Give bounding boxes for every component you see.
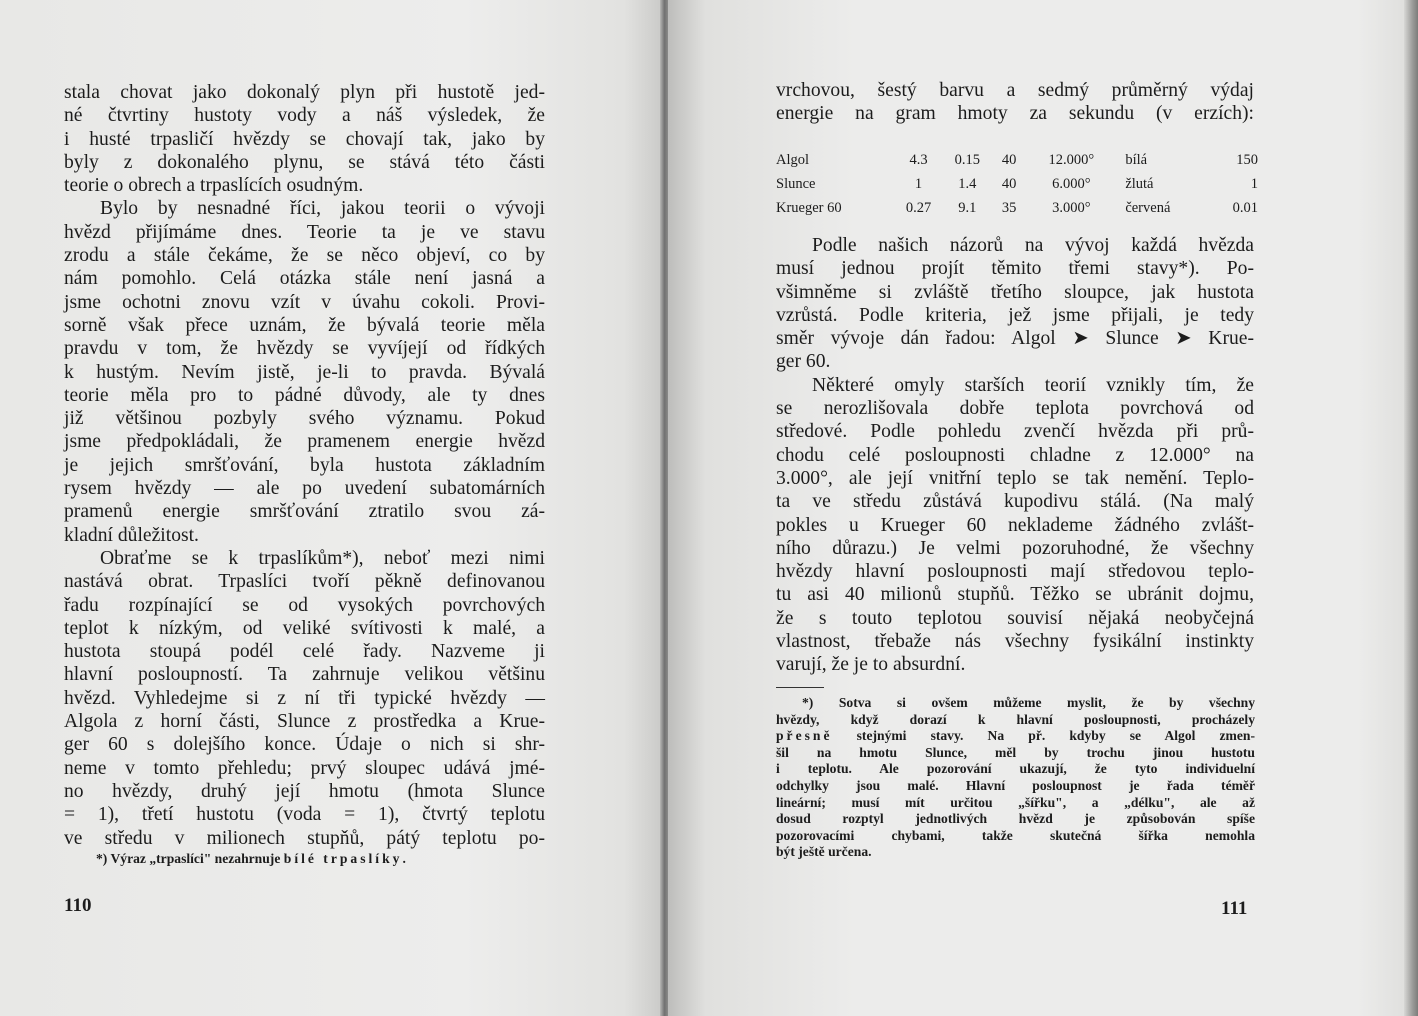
table-cell: Algol bbox=[776, 151, 810, 168]
table-cell: 1 bbox=[914, 175, 923, 192]
text-line: teorie měla pro to pádné důvody, ale ty dnes bbox=[64, 384, 545, 406]
footnote-line: *) Sotva si ovšem můžeme myslit, že by všechny bbox=[802, 695, 1255, 710]
star-table bbox=[776, 148, 1258, 220]
footnote-line: lineární; musí mít určitou „šířku", a „délku", ale až bbox=[776, 794, 1255, 810]
page-number-right: 111 bbox=[1221, 898, 1248, 919]
footnote-line: pozorovacími chybami, takže skutečná šířka nemohla bbox=[776, 827, 1255, 843]
footnote-line: dosud rozptyl jednotlivých hvězd je způsobován spíše bbox=[776, 811, 1255, 827]
footnote-text: *) Výraz „trpaslíci" nezahrnuje bbox=[96, 851, 284, 866]
text-line: jsme ochotni znovu vzít v úvahu cokoli. Provi- bbox=[64, 291, 545, 313]
table-cell: Slunce bbox=[776, 175, 816, 192]
text-line: se nerozlišovala dobře teplota povrchová od bbox=[776, 398, 1254, 420]
text-line: tu asi 40 milionů stupňů. Těžko se ubránit dojmu, bbox=[776, 584, 1254, 606]
text-line: pramenů energie smršťování ztratilo svou zá- bbox=[64, 501, 545, 523]
text-line: ger 60 s dolejšího konce. Údaje o nich si shr- bbox=[64, 734, 545, 756]
left-body-text bbox=[64, 81, 545, 850]
table-row bbox=[776, 196, 1258, 220]
table-cell: červená bbox=[1125, 199, 1171, 216]
table-cell: žlutá bbox=[1125, 175, 1154, 192]
table-cell: 40 bbox=[1001, 175, 1017, 192]
text-line: 3.000°, ale její vnitřní teplo se tak nemění. Teplo- bbox=[776, 467, 1254, 489]
footnote-rule bbox=[776, 687, 824, 688]
footnote-line bbox=[776, 728, 1255, 745]
text-line: chodu celé posloupnosti chladne z 12.000° na bbox=[776, 444, 1254, 466]
text-line: hustota stoupá podél celé řady. Nazveme ji bbox=[64, 641, 545, 663]
text-line: vlastnost, třebaže nás všechny fysikální instinkty bbox=[776, 631, 1254, 653]
page-edge bbox=[1404, 0, 1418, 1016]
text-line: neme v tomto přehledu; prvý sloupec udává jmé- bbox=[64, 757, 545, 779]
table-cell: 0.27 bbox=[905, 199, 932, 216]
footnote-spaced-text: bílé trpaslíky bbox=[283, 851, 403, 866]
text-line: vzrůstá. Podle kriteria, jež jsme přijali, je tedy bbox=[776, 304, 1254, 326]
table-cell: 4.3 bbox=[909, 151, 928, 168]
text-line: byly z dokonalého plynu, se stává této části bbox=[64, 151, 545, 173]
text-line: nastává obrat. Trpaslíci tvoří pěkně definovanou bbox=[64, 571, 545, 593]
right-body-text bbox=[776, 234, 1254, 677]
text-line: kladní důležitost. bbox=[64, 524, 199, 546]
text-line: teplot k nízkým, od veliké svítivosti k malé, a bbox=[64, 617, 545, 639]
table-cell: 0.01 bbox=[1232, 199, 1258, 216]
text-line: Bylo by nesnadné říci, jakou teorii o vývoji bbox=[100, 198, 545, 220]
text-line: musí jednou projít těmito třemi stavy*). Po- bbox=[776, 258, 1254, 280]
text-line: vrchovou, šestý barvu a sedmý průměrný výdaj bbox=[776, 80, 1254, 101]
text-line: hvězd. Vyhledejme si z ní tři typické hvězdy — bbox=[64, 687, 545, 709]
text-line: je jejich smršťování, byla hustota základním bbox=[64, 454, 545, 476]
footnote-line: hvězdy, když dorazí k hlavní posloupnosti, procházely bbox=[776, 711, 1255, 727]
text-line: né čtvrtiny hustoty vody a náš výsledek, že bbox=[64, 105, 545, 127]
table-cell: 0.15 bbox=[954, 151, 980, 168]
table-cell: 12.000° bbox=[1048, 151, 1095, 168]
text-line: teorie o obrech a trpaslících osudným. bbox=[64, 175, 364, 197]
text-line: hlavní posloupností. Ta zahrnuje velikou většinu bbox=[64, 664, 545, 686]
text-line: sorně však přece uznám, že bývalá teorie měla bbox=[64, 314, 545, 336]
text-line: Algola z horní části, Slunce z prostředka a Krue- bbox=[64, 711, 545, 733]
text-line: energie na gram hmoty za sekundu (v erzích): bbox=[776, 103, 1254, 125]
footnote-line: i teplotu. Ale pozorování ukazují, že tyto individuelní bbox=[776, 761, 1255, 777]
text-line: Podle našich názorů na vývoj každá hvězda bbox=[812, 235, 1254, 256]
text-line: jsme předpokládali, že pramenem energie hvězd bbox=[64, 431, 545, 453]
table-cell: 1 bbox=[1250, 175, 1258, 192]
table-cell: 40 bbox=[1001, 151, 1017, 168]
footnote-line: být ještě určena. bbox=[776, 844, 872, 860]
text-line: Obraťme se k trpaslíkům*), neboť mezi nimi bbox=[100, 547, 545, 569]
table-cell: 3.000° bbox=[1052, 199, 1091, 216]
left-page bbox=[0, 0, 664, 1016]
text-line: ger 60. bbox=[776, 351, 831, 373]
text-line: i husté trpasličí hvězdy se chovají tak, jako by bbox=[64, 128, 545, 150]
text-line: k hustým. Nevím jistě, je-li to pravda. Bývalá bbox=[64, 361, 545, 383]
table-cell: 35 bbox=[1001, 199, 1017, 216]
text-line: = 1), třetí hustotu (voda = 1), čtvrtý teplotu bbox=[64, 804, 545, 826]
text-line: zrodu a stále čekáme, že se něco objeví, co by bbox=[64, 245, 545, 267]
table-row bbox=[776, 172, 1258, 196]
text-line: ta ve středu zůstává kupodivu stálá. (Na malý bbox=[776, 491, 1254, 513]
text-line: nám pomohlo. Celá otázka stále není jasná a bbox=[64, 268, 545, 290]
table-cell: Krueger 60 bbox=[776, 199, 842, 216]
text-line: směr vývoje dán řadou: Algol ➤ Slunce ➤ Krue- bbox=[776, 328, 1254, 350]
footnote-line: šil na hmotu Slunce, měl by trochu jinou hustotu bbox=[776, 744, 1255, 760]
table-cell: bílá bbox=[1125, 151, 1148, 168]
table-cell: 9.1 bbox=[958, 199, 977, 216]
text-line: no hvězdy, druhý její hmotu (hmota Slunce bbox=[64, 780, 545, 802]
footnote-spaced-word: přesně bbox=[776, 728, 833, 744]
text-line: varují, že je to absurdní. bbox=[776, 654, 966, 676]
table-cell: 6.000° bbox=[1052, 175, 1091, 192]
right-footnote bbox=[776, 695, 1255, 861]
table-row bbox=[776, 148, 1258, 172]
text-line: hvězdy hlavní posloupnosti mají středovou teplo- bbox=[776, 561, 1254, 583]
text-line: že s touto teplotou souvisí nějaká neobyčejná bbox=[776, 607, 1254, 629]
table-cell: 150 bbox=[1236, 151, 1258, 168]
footnote-line: odchylky jsou malé. Hlavní posloupnost je řada téměř bbox=[776, 777, 1255, 793]
footnote-line-rest: stejnými stavy. Na př. kdyby se Algol zmen- bbox=[832, 728, 1255, 744]
page-number-left: 110 bbox=[64, 895, 92, 916]
text-line: hvězd přijímáme dnes. Teorie ta je ve stavu bbox=[64, 221, 545, 243]
text-line: rysem hvězdy — ale po uvedení subatomárních bbox=[64, 478, 545, 500]
text-line: již většinou pozbyly svého významu. Pokud bbox=[64, 408, 545, 430]
text-line: řadu rozpínající se od vysokých povrchových bbox=[64, 594, 545, 616]
text-line: pokles u Krueger 60 neklademe žádného zvlášt- bbox=[776, 514, 1254, 536]
text-line: ního důrazu.) Je velmi pozoruhodné, že všechny bbox=[776, 537, 1254, 559]
text-line: středové. Podle pohledu zvenčí hvězda při prů- bbox=[776, 421, 1254, 443]
table-cell: 1.4 bbox=[958, 175, 977, 192]
text-line: všimněme si zvláště třetího sloupce, jak hustota bbox=[776, 281, 1254, 303]
text-line: stala chovat jako dokonalý plyn při hustotě jed- bbox=[64, 82, 545, 103]
text-line: ve středu v milionech stupňů, pátý teplotu po- bbox=[64, 827, 545, 849]
text-line: Některé omyly starších teorií vznikly tím, že bbox=[812, 374, 1254, 396]
footnote-suffix: . bbox=[402, 851, 406, 866]
text-line: pravdu v tom, že hvězdy se vyvíjejí od řídkých bbox=[64, 338, 545, 360]
left-footnote bbox=[96, 851, 546, 868]
right-intro-text bbox=[776, 79, 1254, 126]
